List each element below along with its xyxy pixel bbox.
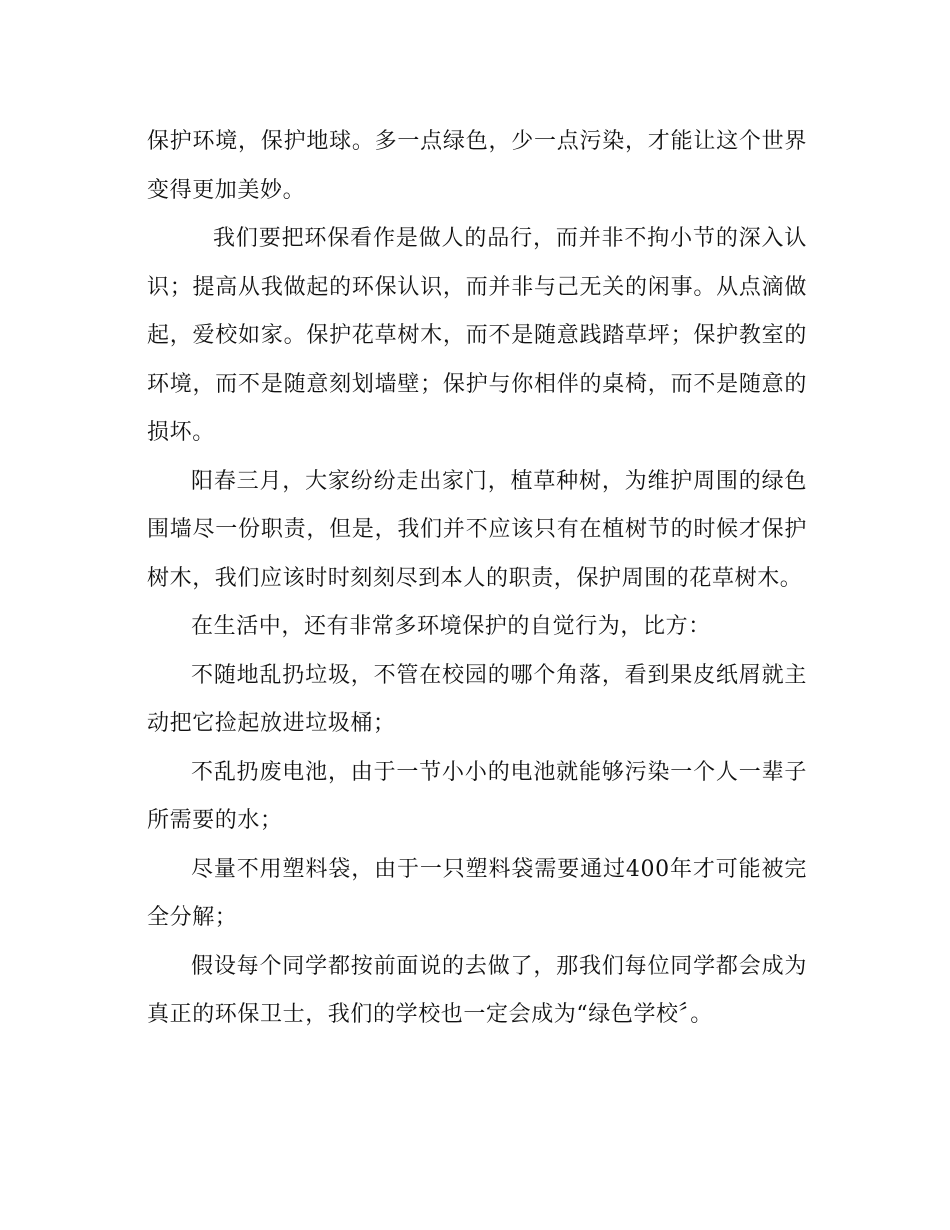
paragraph-plastic-bags: 尽量不用塑料袋，由于一只塑料袋需要通过400年才可能被完全分解； (147, 856, 807, 930)
paragraph-environmental-awareness: 我们要把环保看作是做人的品行，而并非不拘小节的深入认识；提高从我做起的环保认识，而并非与己无关的闲事。从点滴做起，爱校如家。保护花草树木，而不是随意践踏草坪；保护教室的环境，而不是随意刻划墙壁；保护与你相伴的桌椅，而不是随意的损坏。 (147, 226, 807, 445)
paragraph-tree-planting: 阳春三月，大家纷纷走出家门，植草种树，为维护周围的绿色围墙尽一份职责，但是，我们并不应该只有在植树节的时候才保护树木，我们应该时时刻刻尽到本人的职责，保护周围的花草树木。 (147, 468, 807, 591)
paragraph-green-school: 假设每个同学都按前面说的去做了，那我们每位同学都会成为真正的环保卫士，我们的学校也一定会成为“绿色学校〞。 (147, 953, 807, 1027)
paragraph-environment-protection: 保护环境，保护地球。多一点绿色，少一点污染，才能让这个世界变得更加美妙。 (147, 129, 807, 203)
paragraph-waste-batteries: 不乱扔废电池，由于一节小小的电池就能够污染一个人一辈子所需要的水； (147, 759, 807, 833)
body-text (147, 118, 807, 1040)
paragraph-conscious-behavior: 在生活中，还有非常多环境保护的自觉行为，比方： (191, 614, 711, 639)
paragraph-no-littering: 不随地乱扔垃圾，不管在校园的哪个角落，看到果皮纸屑就主动把它捡起放进垃圾桶； (147, 662, 807, 736)
